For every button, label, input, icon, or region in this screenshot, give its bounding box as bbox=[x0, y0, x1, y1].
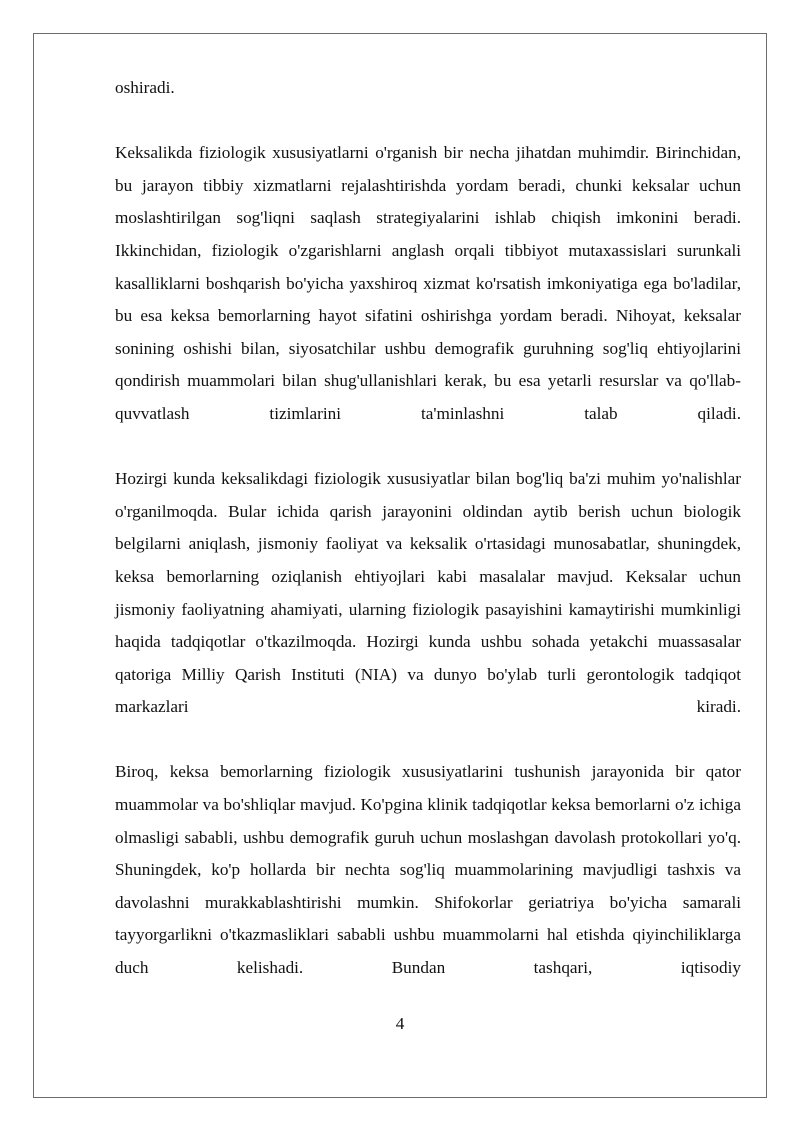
page-number: 4 bbox=[395, 1014, 405, 1033]
paragraph-importance: Keksalikda fiziologik xususiyatlarni o'rganish bir necha jihatdan muhimdir. Birinchidan, bu jarayon tibbiy xizmatlarni rejalashtirishda yordam beradi, chunki keksalar uchun moslashtirilgan sog'liqni saqlash strategiyalarini ishlab chiqish imkonini beradi. Ikkinchidan, fiziologik o'zgarishlarni anglash orqali tibbiyot mutaxassislari surunkali kasalliklarni boshqarish bo'yicha yaxshiroq xizmat ko'rsatish imkoniyatiga ega bo'ladilar, bu esa keksa bemorlarning hayot sifatini oshirishga yordam beradi. Nihoyat, keksalar sonining oshishi bilan, siyosatchilar ushbu demografik guruhning sog'liq ehtiyojlarini qondirish muammolari bilan shug'ullanishlari kerak, bu esa yetarli resurslar va qo'llab-quvvatlash tizimlarini ta'minlashni talab qiladi. bbox=[115, 143, 741, 423]
paragraph-challenges: Biroq, keksa bemorlarning fiziologik xususiyatlarini tushunish jarayonida bir qator muammolar va bo'shliqlar mavjud. Ko'pgina klinik tadqiqotlar keksa bemorlarni o'z ichiga olmasligi sababli, ushbu demografik guruh uchun moslashgan davolash protokollari yo'q. Shuningdek, ko'p hollarda bir nechta sog'liq muammolarining mavjudligi tashxis va davolashni murakkablashtirishi mumkin. Shifokorlar geriatriya bo'yicha samarali tayyorgarlikni o'tkazmasliklari sababli ushbu muammolarni hal etishda qiyinchiliklarga duch kelishadi. Bundan tashqari, iqtisodiy bbox=[115, 762, 741, 978]
paragraph-research-directions: Hozirgi kunda keksalikdagi fiziologik xususiyatlar bilan bog'liq ba'zi muhim yo'nalishlar o'rganilmoqda. Bular ichida qarish jarayonini oldindan aytib berish uchun biologik belgilarni aniqlash, jismoniy faoliyat va keksalik o'rtasidagi munosabatlar, shuningdek, keksa bemorlarning oziqlanish ehtiyojlari kabi masalalar mavjud. Keksalar uchun jismoniy faoliyatning ahamiyati, ularning fiziologik pasayishini kamaytirishi mumkinligi haqida tadqiqotlar o'tkazilmoqda. Hozirgi kunda ushbu sohada yetakchi muassasalar qatoriga Milliy Qarish Instituti (NIA) va dunyo bo'ylab turli gerontologik tadqiqot markazlari kiradi. bbox=[115, 469, 741, 717]
document-body bbox=[115, 72, 741, 985]
paragraph-continuation: oshiradi. bbox=[115, 78, 175, 97]
